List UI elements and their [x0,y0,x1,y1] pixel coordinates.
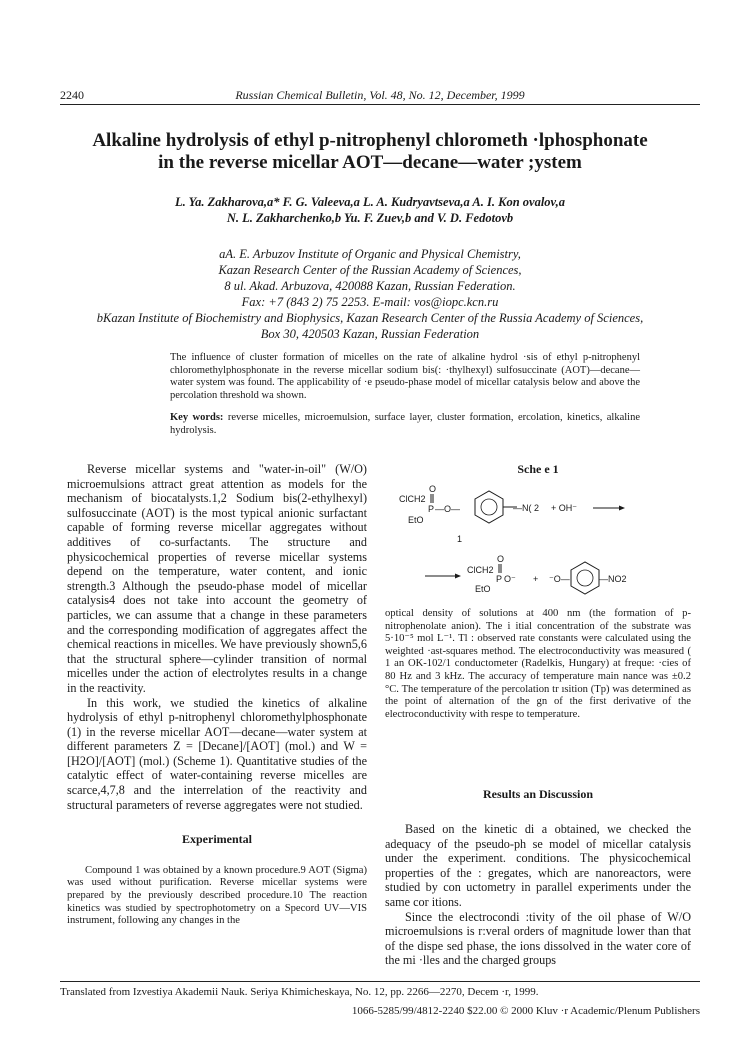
experimental-paragraph-1: Compound 1 was obtained by a known procedure.9 AOT (Sigma) was used without purification. Reverse micellar systems were prepared by the previously described procedure.10 The reaction kinetics was studied by spectrophotometry on a Specord UV—VIS instrument, following any changes in the [67,864,367,927]
scheme-phenolate-oxygen-label: ⁻O— [549,574,570,584]
copyright-line: 1066-5285/99/4812-2240 $22.00 © 2000 Kluv ·r Academic/Plenum Publishers [351,1005,700,1017]
intro-paragraph-2: In this work, we studied the kinetics of alkaline hydrolysis of ethyl p-nitrophenyl chloromethylphosphonate (1) in the reverse micellar AOT—decane—water system at different parameters Z = [Decane]/[AOT] (mol.) and W = [H2O]/[AOT] (mol.) (Scheme 1). Quantitative studies of the catalytic effect of water-containing reverse micelles are scarce,4,7,8 and the interrelation of the reactivity and structural parameters of reverse aggregates were not studied. [67,695,367,812]
title-line-1: Alkaline hydrolysis of ethyl p-nitrophenyl chlorometh ·lphosphonate [92,130,648,151]
affiliation-a-line-2: Kazan Research Center of the Russian Academy of Sciences, [218,263,522,277]
header-rule [60,104,700,105]
scheme-eto-label: EtO [408,515,424,525]
article-title [40,130,700,174]
scheme-1-figure [385,482,691,604]
affiliation-b-line-1: bKazan Institute of Biochemistry and Biophysics, Kazan Research Center of the Russia Academy of Sciences, [96,311,644,325]
translation-note: Translated from Izvestiya Akademii Nauk. Seriya Khimicheskaya, No. 12, pp. 2266—2270, Decem ·r, 1999. [60,986,539,998]
scheme-reaction-arrowhead-1 [619,506,625,511]
intro-paragraph-1: Reverse micellar systems and "water-in-oil" (W/O) microemulsions attract great attention as models for the mechanism of biocatalysts.1,2 Sodium bis(2-ethylhexyl) sulfosuccinate (AOT) is the most typical anionic surfactant capable of forming reverse micellar aggregates without additives of co-surfactants. The structure and physicochemical properties of reverse micellar systems depend on the temperature, water content, and ionic strength.3 Although the pseudo-phase model of micellar catalysis4 does not take into account the geometry of particles, we can assume that a change in these parameters and the corresponding modification of aggregates affect the chemical reactions in micelles. We have previously shown5,6 that the structural sphere—cylinder transition of normal micelles under the action of electrolytes results in a change in the reactivity. [67,462,367,695]
scheme-clch2-label: ClCH2 [399,494,426,504]
affiliation-a-line-3: 8 ul. Akad. Arbuzova, 420088 Kazan, Russian Federation. [224,279,516,293]
scheme-reaction-arrowhead-2 [455,574,461,579]
scheme-product-clch2-label: ClCH2 [467,565,494,575]
results-paragraph-2: Since the electrocondi :tivity of the oil phase of W/O microemulsions is r:veral orders of magnitude lower than that of the dispe sed phase, the ions dissolved in the water core of the mi ·lles and the charged groups [385,909,691,968]
authors-line-2: N. L. Zakharchenko,b Yu. F. Zuev,b and V. D. Fedotovb [226,211,514,225]
scheme-phosphorus-label: P [428,504,435,514]
scheme-product-anion-label: O⁻ [504,574,516,584]
authors-line-1: L. Ya. Zakharova,a* F. G. Valeeva,a L. A. Kudryavtseva,a A. I. Kon ovalov,a [174,195,566,209]
abstract: The influence of cluster formation of micelles on the rate of alkaline hydrol ·sis of ethyl p-nitrophenyl chloromethylphosphonate in the reverse micellar sodium bis(: ·thylhexyl) sulfosuccinate (AOT)—decane—water system was found. The applicability of ·e pseudo-phase model of micellar catalysis below and above the percolation threshold wa shown. [170,352,640,401]
author-list [80,194,660,226]
scheme-compound-number: 1 [457,534,463,544]
scheme-product-plus-label: + [533,574,539,584]
affiliation-b-line-2: Box 30, 420503 Kazan, Russian Federation [260,327,480,341]
keywords-text: reverse micelles, microemulsion, surface layer, cluster formation, ercolation, kinetics, alkaline hydrolysis. [170,412,640,436]
experimental-text [67,865,367,928]
affiliations [60,246,680,342]
keywords-label: Key words: [170,412,224,423]
affiliation-a-line-1: aA. E. Arbuzov Institute of Organic and Physical Chemistry, [219,247,521,261]
page-number: 2240 [60,88,84,102]
left-column [67,462,367,928]
experimental-heading: Experimental [182,832,252,847]
scheme-benzene-ring-1 [475,491,503,523]
journal-reference: Russian Chemical Bulletin, Vol. 48, No. 12, December, 1999 [235,88,525,102]
experimental-continued: optical density of solutions at 400 nm (the formation of p-nitrophenolate anion). The i itial concentration of the substrate was 5·10⁻⁵ mol L⁻¹. Tl : observed rate constants were calculated using the weighted ·ast-squares method. The electroconductivity was measured ( 1 an OK-102/1 conductometer (Radelkis, Hungary) at freque: ·cies of 80 Hz and 3 kHz. The accuracy of temperature main nance was ±0.2 °C. The temperature of the percolation tr ısition (Tp) was determined as the point of alternation of the gn of the first derivative of the electroconductivity with respe to temperature. [385,608,691,720]
results-paragraph-1: Based on the kinetic di a obtained, we checked the adequacy of the pseudo-ph se model of micellar catalysis under the experiment. conditions. The physicochemical properties of the : gregates, which are nanoreactors, were studied by con uctometry in parallel experiments under the same cor itions. [385,822,691,909]
title-line-2: in the reverse micellar AOT—decane—water ;ystem [158,152,582,173]
scheme-product-oxygen-label: O [497,554,505,564]
scheme-ester-oxygen-label: —O— [435,504,461,514]
scheme-oxygen-label: O [429,484,437,494]
scheme-hydroxide-label: + OH⁻ [551,503,578,513]
results-heading: Results an Discussion [482,787,594,801]
affiliation-a-line-4: Fax: +7 (843 2) 75 2253. E-mail: vos@iopc.kcn.ru [241,295,499,309]
scheme-heading-block [385,462,691,477]
scheme-product-phosphorus-label: P [496,574,503,584]
scheme-title: Sche e 1 [517,462,559,476]
scheme-benzene-aromatic-2 [577,570,593,586]
scheme-1-svg [385,482,691,604]
scheme-benzene-ring-2 [571,562,599,594]
scheme-benzene-aromatic-1 [481,499,497,515]
results-text [385,822,691,968]
footer-rule [60,981,700,982]
keywords [170,412,640,437]
scheme-nitro-partial-label: —N( 2 [513,503,540,513]
scheme-product-nitro-label: —NO2 [599,574,627,584]
scheme-product-eto-label: EtO [475,584,491,594]
